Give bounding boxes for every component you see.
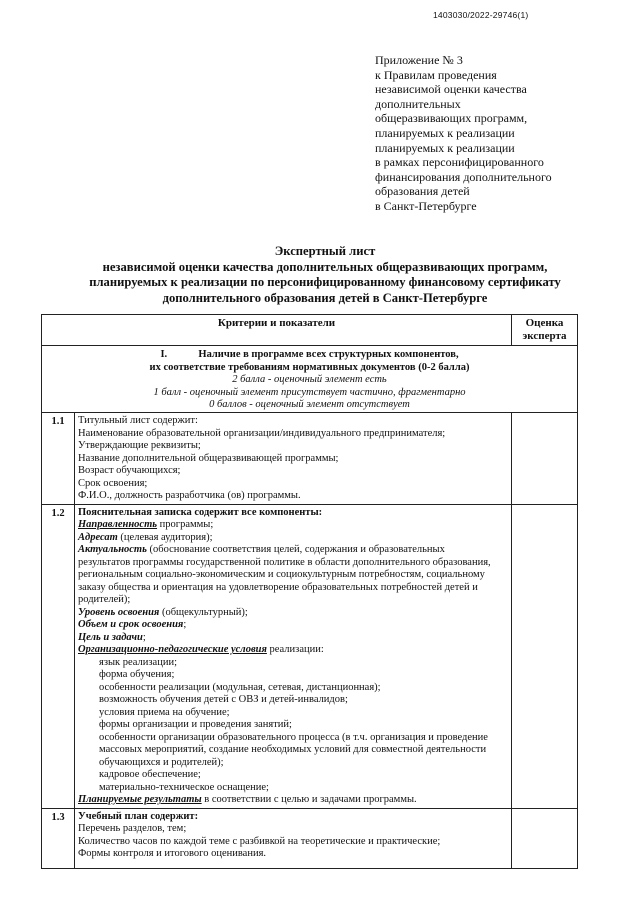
appendix-line: к Правилам проведения — [375, 67, 497, 82]
term: Планируемые результаты — [78, 794, 202, 805]
document-number: 1403030/2022-29746(1) — [433, 10, 529, 20]
row-content — [75, 504, 512, 808]
row-line: родителей); — [78, 594, 131, 605]
row-intro: Учебный план содержит: — [78, 810, 199, 822]
table-header-row — [42, 315, 578, 346]
term-text: программы; — [157, 519, 214, 530]
term-text: ; — [183, 619, 187, 630]
term: Организационно-педагогические условия — [78, 644, 267, 655]
term-text: реализации: — [266, 644, 324, 655]
appendix-line: независимой оценки качества — [375, 82, 527, 97]
row-line: Ф.И.О., должность разработчика (ов) программы. — [78, 490, 301, 501]
section-row — [42, 346, 578, 413]
row-line: Название дополнительной общеразвивающей программы; — [78, 452, 339, 464]
row-line: Наименование образовательной организации/индивидуального предпринимателя; — [78, 427, 446, 439]
row-line: Формы контроля и итогового оценивания. — [78, 848, 267, 859]
row-content — [75, 413, 512, 505]
section-subtitle: их соответствие требованиям нормативных документов (0-2 балла) — [149, 361, 470, 373]
condition-item: материально-техническое оснащение; — [99, 781, 269, 793]
table-row — [42, 808, 578, 868]
term: Цель и задачи — [78, 631, 143, 643]
score-rule-0: 0 баллов - оценочный элемент отсутствует — [209, 399, 410, 410]
section-title — [42, 349, 577, 362]
condition-item: особенности реализации (модульная, сетевая, дистанционная); — [99, 681, 381, 693]
expert-score-cell[interactable] — [512, 808, 578, 868]
term: Адресат — [78, 531, 118, 543]
term-text: (общекультурный); — [159, 606, 248, 618]
table-row — [42, 504, 578, 808]
row-line: Перечень разделов, тем; — [78, 823, 187, 834]
condition-item: возможность обучения детей с ОВЗ и детей-инвалидов; — [99, 694, 348, 705]
title-line: дополнительного образования детей в Санкт-Петербурге — [162, 290, 488, 305]
term-text: в соответствии с целью и задачами программы. — [201, 794, 417, 805]
row-line: Возраст обучающихся; — [78, 465, 181, 476]
expert-score-cell[interactable] — [512, 413, 578, 505]
row-number: 1.2 — [42, 504, 75, 808]
appendix-line: планируемых к реализации — [375, 140, 515, 155]
row-number: 1.1 — [42, 413, 75, 505]
term: Актуальность — [78, 544, 147, 555]
score-rule-1: 1 балл - оценочный элемент присутствует частично, фрагментарно — [153, 386, 466, 398]
table-row — [42, 413, 578, 505]
condition-item: обучающихся и родителей); — [99, 756, 224, 768]
evaluation-header-line: Оценка — [525, 317, 564, 329]
row-number: 1.3 — [42, 808, 75, 868]
term-text: ; — [142, 631, 146, 643]
score-rule-2: 2 балла - оценочный элемент есть — [232, 374, 387, 385]
title-line: Экспертный лист — [274, 244, 376, 258]
appendix-line: Приложение № 3 — [375, 53, 463, 67]
section-number: I. — [160, 349, 168, 360]
evaluation-header — [512, 315, 578, 346]
expert-score-cell[interactable] — [512, 504, 578, 808]
appendix-line: в рамках персонифицированного — [375, 155, 544, 170]
section-heading — [42, 346, 578, 413]
row-line: Утверждающие реквизиты; — [78, 440, 201, 451]
evaluation-header-line: эксперта — [522, 330, 567, 342]
criteria-header: Критерии и показатели — [42, 315, 512, 346]
condition-item: язык реализации; — [99, 656, 177, 668]
title-line: планируемых к реализации по персонифицированному финансовому сертификату — [89, 275, 561, 290]
row-intro: Пояснительная записка содержит все компоненты: — [78, 506, 323, 518]
expert-sheet-table — [41, 314, 578, 869]
title-line: независимой оценки качества дополнительных общеразвивающих программ, — [102, 259, 548, 274]
condition-item: формы организации и проведения занятий; — [99, 719, 292, 730]
row-line: Количество часов по каждой теме с разбивкой на теоретические и практические; — [78, 835, 441, 847]
term-text: (обоснование соответствия целей, содержания и образовательных — [146, 544, 445, 555]
appendix-line: в Санкт-Петербурге — [375, 198, 477, 213]
appendix-note — [375, 53, 595, 214]
row-line: региональным социально-экономическим и социокультурным потребностям, социальному — [78, 569, 485, 580]
condition-item: особенности организации образовательного процесса (в т.ч. организация и проведение — [99, 731, 488, 743]
appendix-line: образования детей — [375, 184, 470, 199]
condition-item: кадровое обеспечение; — [99, 769, 201, 780]
term: Уровень освоения — [78, 606, 160, 618]
row-line: Срок освоения; — [78, 477, 148, 489]
appendix-line: планируемых к реализации — [375, 125, 515, 140]
document-title — [40, 244, 610, 306]
row-line: результатов программы государственной политике в области дополнительного образования, — [78, 556, 491, 568]
term: Направленность — [78, 519, 158, 530]
row-line: заказу общества и ориентация на удовлетворение образовательных потребностей детей и — [78, 581, 478, 593]
row-line: Титульный лист содержит: — [78, 415, 198, 426]
appendix-line: общеразвивающих программ, — [375, 111, 528, 126]
section-title-text: Наличие в программе всех структурных компонентов, — [198, 349, 459, 360]
condition-item: условия приема на обучение; — [99, 706, 230, 718]
condition-item: форма обучения; — [99, 669, 175, 680]
term-text: (целевая аудитория); — [117, 531, 213, 543]
term: Объем и срок освоения — [78, 619, 184, 630]
appendix-line: дополнительных — [375, 96, 461, 111]
condition-item: массовых мероприятий, создание необходимых условий для совместной деятельности — [99, 744, 487, 755]
row-content — [75, 808, 512, 868]
appendix-line: финансирования дополнительного — [375, 169, 552, 184]
